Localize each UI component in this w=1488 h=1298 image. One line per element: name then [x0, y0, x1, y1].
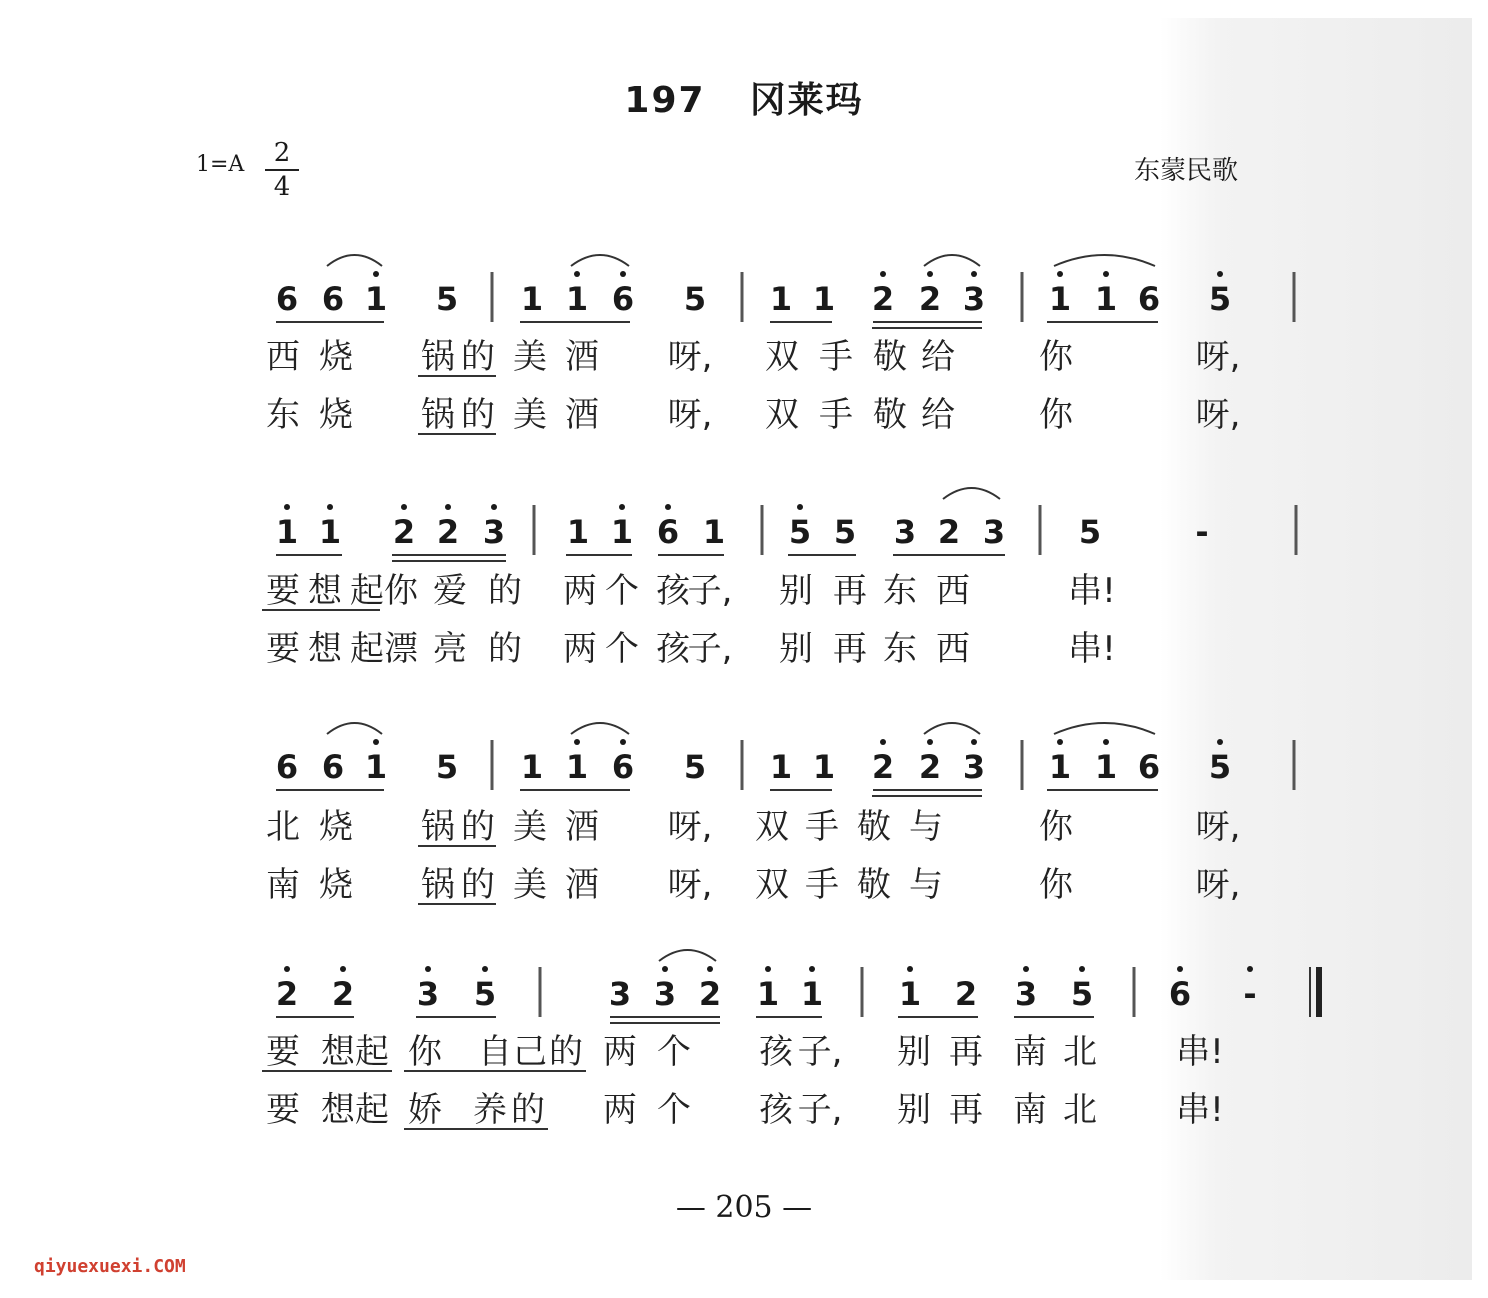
note: 1	[1094, 748, 1118, 786]
lyric-verse1: 起	[355, 1032, 389, 1072]
lyric-verse1: 呀,	[667, 337, 713, 377]
lyric-verse1: 起	[350, 571, 384, 611]
lyric-verse1: 北	[266, 807, 300, 847]
lyric-verse2: 的	[461, 865, 495, 905]
lyric-verse2: 呀,	[667, 395, 713, 435]
song-number: 197	[624, 80, 706, 121]
lyric-verse2: 子,	[797, 1090, 843, 1130]
octave-dot	[662, 966, 668, 972]
octave-dot	[927, 739, 933, 745]
note: 1	[566, 513, 590, 551]
lyric-verse1: 手	[819, 337, 853, 377]
slur	[571, 255, 629, 266]
slur	[1054, 723, 1155, 734]
note: 6	[1168, 975, 1192, 1013]
watermark: qiyuexuexi.COM	[34, 1256, 186, 1277]
octave-dot	[1177, 966, 1183, 972]
note: 6	[656, 513, 680, 551]
note: 1	[364, 280, 388, 318]
note: 1	[769, 280, 793, 318]
lyric-verse1: 美	[513, 807, 547, 847]
octave-dot	[620, 271, 626, 277]
note: 1	[812, 748, 836, 786]
lyric-verse2: 烧	[319, 395, 353, 435]
octave-dot	[1103, 739, 1109, 745]
note-extension: -	[1195, 513, 1209, 551]
note: 1	[1094, 280, 1118, 318]
lyric-verse2: 孩	[656, 629, 690, 669]
octave-dot	[619, 504, 625, 510]
note: 5	[473, 975, 497, 1013]
lyric-verse2: 东	[266, 395, 300, 435]
lyric-verse1: 个	[605, 571, 639, 611]
octave-dot	[907, 966, 913, 972]
song-origin: 东蒙民歌	[1134, 156, 1239, 186]
lyric-verse2: 敬	[857, 865, 891, 905]
lyric-verse1: 再	[833, 571, 867, 611]
lyric-verse1: 敬	[873, 337, 907, 377]
lyric-verse1: 孩	[656, 571, 690, 611]
note: 5	[683, 280, 707, 318]
lyric-verse2: 美	[513, 395, 547, 435]
slur	[571, 723, 629, 734]
note: 2	[331, 975, 355, 1013]
note: 1	[769, 748, 793, 786]
octave-dot	[971, 739, 977, 745]
lyric-verse1: 你	[1039, 337, 1073, 377]
lyric-verse2: 两	[603, 1090, 637, 1130]
lyric-verse1: 的	[461, 807, 495, 847]
lyric-verse2: 酒	[565, 865, 599, 905]
lyric-verse2: 串!	[1068, 629, 1116, 669]
note: 2	[937, 513, 961, 551]
note: 6	[1137, 748, 1161, 786]
slur	[1054, 255, 1155, 266]
song-name: 冈莱玛	[749, 80, 864, 121]
note: 3	[982, 513, 1006, 551]
octave-dot	[765, 966, 771, 972]
lyric-verse2: 美	[513, 865, 547, 905]
lyric-verse2: 与	[909, 865, 943, 905]
page-number: — 205 —	[675, 1190, 813, 1225]
lyric-verse1: 的	[549, 1032, 583, 1072]
lyric-verse1: 南	[1013, 1032, 1047, 1072]
note: 6	[275, 748, 299, 786]
note: 3	[962, 748, 986, 786]
key-signature: 1=A	[196, 152, 245, 177]
lyric-verse2: 两	[563, 629, 597, 669]
lyric-verse2: 想	[321, 1090, 355, 1130]
slur	[924, 723, 980, 734]
octave-dot	[620, 739, 626, 745]
lyric-verse1: 别	[779, 571, 813, 611]
lyric-verse1: 西	[936, 571, 970, 611]
octave-dot	[482, 966, 488, 972]
lyric-verse1: 锅	[421, 337, 455, 377]
note: 5	[833, 513, 857, 551]
lyric-verse1: 想	[308, 571, 342, 611]
octave-dot	[284, 966, 290, 972]
note: 6	[275, 280, 299, 318]
lyric-verse1: 自	[478, 1032, 512, 1072]
lyric-verse1: 与	[909, 807, 943, 847]
lyric-verse1: 要	[266, 571, 300, 611]
octave-dot	[425, 966, 431, 972]
lyric-verse2: 给	[921, 395, 955, 435]
octave-dot	[327, 504, 333, 510]
lyric-verse1: 双	[765, 337, 799, 377]
lyric-verse1: 两	[563, 571, 597, 611]
lyric-verse1: 烧	[319, 807, 353, 847]
lyric-verse2: 起	[350, 629, 384, 669]
lyric-verse1: 子,	[687, 571, 733, 611]
lyric-verse2: 南	[266, 865, 300, 905]
lyric-verse1: 串!	[1176, 1032, 1224, 1072]
lyric-verse2: 孩	[759, 1090, 793, 1130]
lyric-verse1: 烧	[319, 337, 353, 377]
lyric-verse1: 要	[266, 1032, 300, 1072]
octave-dot	[574, 271, 580, 277]
note: 5	[1208, 748, 1232, 786]
note: 1	[1048, 280, 1072, 318]
note: 3	[608, 975, 632, 1013]
lyric-verse2: 手	[805, 865, 839, 905]
lyric-verse1: 呀,	[667, 807, 713, 847]
octave-dot	[1057, 739, 1063, 745]
note: 2	[392, 513, 416, 551]
lyric-verse1: 你	[408, 1032, 442, 1072]
lyric-verse1: 给	[921, 337, 955, 377]
lyric-verse2: 呀,	[667, 865, 713, 905]
octave-dot	[1217, 739, 1223, 745]
octave-dot	[809, 966, 815, 972]
lyric-verse1: 呀,	[1195, 807, 1241, 847]
lyric-verse1: 再	[949, 1032, 983, 1072]
lyric-verse2: 想	[308, 629, 342, 669]
lyric-verse2: 要	[266, 629, 300, 669]
octave-dot	[880, 739, 886, 745]
lyric-verse1: 两	[603, 1032, 637, 1072]
meter-bottom: 4	[273, 172, 291, 202]
lyric-verse1: 孩	[759, 1032, 793, 1072]
lyric-verse1: 己	[513, 1032, 547, 1072]
lyric-verse2: 北	[1063, 1090, 1097, 1130]
lyric-verse2: 娇	[408, 1090, 442, 1130]
note: 2	[698, 975, 722, 1013]
lyric-verse2: 呀,	[1195, 395, 1241, 435]
octave-dot	[491, 504, 497, 510]
lyric-verse2: 手	[819, 395, 853, 435]
note: 1	[1048, 748, 1072, 786]
note: 5	[1078, 513, 1102, 551]
note: 5	[1208, 280, 1232, 318]
lyric-verse1: 美	[513, 337, 547, 377]
slur	[943, 488, 1000, 499]
lyric-verse1: 手	[805, 807, 839, 847]
lyric-verse2: 的	[511, 1090, 545, 1130]
lyric-verse2: 敬	[873, 395, 907, 435]
octave-dot	[340, 966, 346, 972]
slur	[924, 255, 980, 266]
lyric-verse1: 酒	[565, 807, 599, 847]
lyric-verse1: 酒	[565, 337, 599, 377]
slur	[327, 255, 382, 266]
lyric-verse2: 养	[473, 1090, 507, 1130]
octave-dot	[1217, 271, 1223, 277]
lyric-verse2: 酒	[565, 395, 599, 435]
lyric-verse1: 的	[488, 571, 522, 611]
note: 6	[321, 748, 345, 786]
note: 6	[321, 280, 345, 318]
note: 1	[565, 280, 589, 318]
lyric-verse2: 再	[949, 1090, 983, 1130]
slur	[327, 723, 382, 734]
lyric-verse1: 东	[883, 571, 917, 611]
note: 2	[436, 513, 460, 551]
lyric-verse2: 锅	[421, 395, 455, 435]
lyric-verse1: 双	[755, 807, 789, 847]
lyric-verse2: 漂	[384, 629, 418, 669]
note: 5	[435, 748, 459, 786]
lyric-verse2: 别	[897, 1090, 931, 1130]
lyric-verse1: 子,	[797, 1032, 843, 1072]
lyric-verse2: 西	[936, 629, 970, 669]
note: 3	[893, 513, 917, 551]
octave-dot	[574, 739, 580, 745]
lyric-verse1: 别	[897, 1032, 931, 1072]
note: 1	[520, 748, 544, 786]
lyric-verse2: 起	[355, 1090, 389, 1130]
lyric-verse2: 的	[488, 629, 522, 669]
lyric-verse2: 再	[833, 629, 867, 669]
octave-dot	[707, 966, 713, 972]
lyric-verse1: 串!	[1068, 571, 1116, 611]
lyric-verse2: 个	[605, 629, 639, 669]
octave-dot	[373, 739, 379, 745]
lyric-verse2: 串!	[1176, 1090, 1224, 1130]
lyric-verse2: 子,	[687, 629, 733, 669]
note: 2	[871, 748, 895, 786]
lyric-verse2: 锅	[421, 865, 455, 905]
lyric-verse2: 南	[1013, 1090, 1047, 1130]
note: 1	[702, 513, 726, 551]
note: 2	[275, 975, 299, 1013]
octave-dot	[1247, 966, 1253, 972]
note: 2	[954, 975, 978, 1013]
meter-top: 2	[273, 138, 291, 168]
lyric-verse2: 双	[765, 395, 799, 435]
lyric-verse1: 的	[461, 337, 495, 377]
note: 2	[918, 280, 942, 318]
octave-dot	[284, 504, 290, 510]
note: 1	[275, 513, 299, 551]
note: 5	[1070, 975, 1094, 1013]
octave-dot	[1023, 966, 1029, 972]
note: 1	[610, 513, 634, 551]
note: 6	[611, 280, 635, 318]
lyric-verse2: 呀,	[1195, 865, 1241, 905]
lyric-verse1: 北	[1063, 1032, 1097, 1072]
note-extension: -	[1243, 975, 1257, 1013]
lyric-verse1: 锅	[421, 807, 455, 847]
lyric-verse1: 呀,	[1195, 337, 1241, 377]
lyric-verse1: 敬	[857, 807, 891, 847]
lyric-verse2: 的	[461, 395, 495, 435]
note: 1	[812, 280, 836, 318]
octave-dot	[445, 504, 451, 510]
note: 3	[1014, 975, 1038, 1013]
octave-dot	[373, 271, 379, 277]
note: 1	[364, 748, 388, 786]
note: 2	[918, 748, 942, 786]
lyric-verse1: 想	[321, 1032, 355, 1072]
lyric-verse2: 双	[755, 865, 789, 905]
octave-dot	[401, 504, 407, 510]
octave-dot	[927, 271, 933, 277]
lyric-verse1: 你	[1039, 807, 1073, 847]
note: 1	[756, 975, 780, 1013]
octave-dot	[971, 271, 977, 277]
lyric-verse1: 爱	[433, 571, 467, 611]
octave-dot	[880, 271, 886, 277]
lyric-verse2: 亮	[433, 629, 467, 669]
lyric-verse2: 个	[657, 1090, 691, 1130]
note: 6	[1137, 280, 1161, 318]
note: 3	[653, 975, 677, 1013]
note: 3	[962, 280, 986, 318]
note: 1	[318, 513, 342, 551]
lyric-verse2: 要	[266, 1090, 300, 1130]
note: 1	[520, 280, 544, 318]
note: 1	[898, 975, 922, 1013]
lyric-verse2: 别	[779, 629, 813, 669]
octave-dot	[1103, 271, 1109, 277]
lyric-verse1: 个	[657, 1032, 691, 1072]
octave-dot	[1079, 966, 1085, 972]
octave-dot	[1057, 271, 1063, 277]
note: 1	[565, 748, 589, 786]
slur	[659, 950, 716, 961]
note: 3	[416, 975, 440, 1013]
octave-dot	[797, 504, 803, 510]
lyric-verse1: 你	[384, 571, 418, 611]
note: 2	[871, 280, 895, 318]
note: 6	[611, 748, 635, 786]
note: 3	[482, 513, 506, 551]
note: 5	[788, 513, 812, 551]
lyric-verse2: 你	[1039, 865, 1073, 905]
lyric-verse2: 东	[883, 629, 917, 669]
note: 5	[683, 748, 707, 786]
lyric-verse1: 西	[266, 337, 300, 377]
lyric-verse2: 烧	[319, 865, 353, 905]
note: 5	[435, 280, 459, 318]
lyric-verse2: 你	[1039, 395, 1073, 435]
note: 1	[800, 975, 824, 1013]
octave-dot	[665, 504, 671, 510]
